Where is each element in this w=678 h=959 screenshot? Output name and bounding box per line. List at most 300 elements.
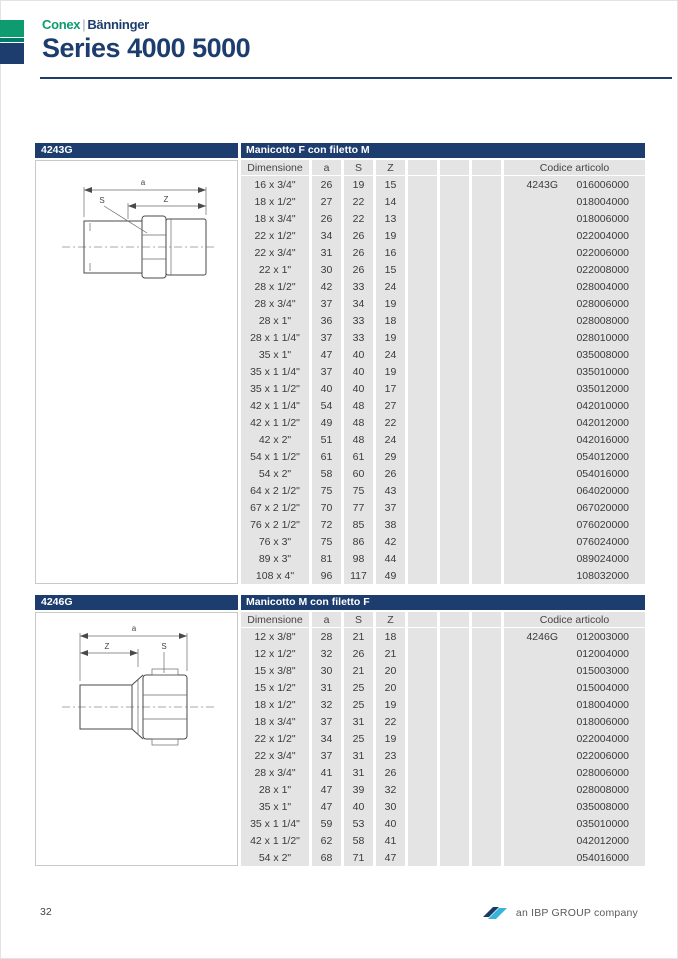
table-row [241, 397, 645, 414]
table-row [241, 227, 645, 244]
codice-articolo-cell [504, 193, 645, 210]
a-value-cell: 51 [312, 431, 341, 448]
empty-cell [440, 815, 469, 832]
empty-cell [440, 448, 469, 465]
empty-cell [440, 849, 469, 866]
z-value-cell: 20 [376, 679, 405, 696]
dimension-cell: 76 x 3" [241, 533, 309, 550]
empty-cell [440, 329, 469, 346]
dim-label-z: Z [163, 195, 169, 204]
s-value-cell: 61 [344, 448, 373, 465]
codice-articolo-cell [504, 713, 645, 730]
codice-articolo-cell [504, 244, 645, 261]
empty-cell [472, 679, 501, 696]
z-value-cell: 19 [376, 730, 405, 747]
dimension-cell: 22 x 1" [241, 261, 309, 278]
empty-cell [472, 516, 501, 533]
codice-articolo-cell [504, 346, 645, 363]
empty-cell [440, 465, 469, 482]
dimension-cell: 28 x 1" [241, 781, 309, 798]
a-value-cell: 59 [312, 815, 341, 832]
empty-cell [440, 261, 469, 278]
s-value-cell: 31 [344, 747, 373, 764]
table-body [35, 160, 645, 584]
empty-cell [440, 550, 469, 567]
empty-cell [408, 176, 437, 193]
empty-cell [440, 312, 469, 329]
a-value-cell: 37 [312, 295, 341, 312]
dimension-cell: 76 x 2 1/2" [241, 516, 309, 533]
codice-articolo-cell [504, 363, 645, 380]
article-code: 042016000 [576, 433, 629, 446]
table-row [241, 176, 645, 193]
column-header: Codice articolo [504, 160, 645, 175]
empty-cell [440, 363, 469, 380]
empty-cell [408, 210, 437, 227]
article-code: 022004000 [576, 732, 629, 745]
product-table-4246G [35, 595, 645, 866]
s-value-cell: 58 [344, 832, 373, 849]
article-code: 028008000 [576, 783, 629, 796]
article-code: 022008000 [576, 263, 629, 276]
codice-articolo-cell [504, 679, 645, 696]
article-code: 035012000 [576, 382, 629, 395]
empty-cell [408, 278, 437, 295]
z-value-cell: 19 [376, 295, 405, 312]
s-value-cell: 85 [344, 516, 373, 533]
codice-articolo-cell [504, 465, 645, 482]
empty-cell [472, 312, 501, 329]
table-title-bar [35, 595, 645, 610]
page-number: 32 [40, 906, 52, 918]
z-value-cell: 41 [376, 832, 405, 849]
empty-cell [408, 363, 437, 380]
table-row [241, 278, 645, 295]
z-value-cell: 26 [376, 764, 405, 781]
table-row [241, 662, 645, 679]
page-title: Series 4000 5000 [42, 33, 251, 63]
dimension-cell: 28 x 1" [241, 312, 309, 329]
empty-cell [408, 696, 437, 713]
article-code: 018004000 [576, 698, 629, 711]
table-row [241, 713, 645, 730]
a-value-cell: 31 [312, 244, 341, 261]
article-code: 042010000 [576, 399, 629, 412]
empty-cell [472, 482, 501, 499]
empty-cell [408, 662, 437, 679]
dimension-cell: 28 x 1 1/4" [241, 329, 309, 346]
z-value-cell: 47 [376, 849, 405, 866]
dimension-cell: 28 x 3/4" [241, 764, 309, 781]
dimension-cell: 35 x 1" [241, 346, 309, 363]
z-value-cell: 18 [376, 628, 405, 645]
codice-articolo-cell [504, 798, 645, 815]
s-value-cell: 117 [344, 567, 373, 584]
z-value-cell: 27 [376, 397, 405, 414]
empty-cell [440, 713, 469, 730]
empty-cell [440, 781, 469, 798]
z-value-cell: 38 [376, 516, 405, 533]
model-code: 4243G [35, 143, 238, 158]
table-row [241, 679, 645, 696]
z-value-cell: 19 [376, 363, 405, 380]
table-row [241, 363, 645, 380]
a-value-cell: 37 [312, 747, 341, 764]
z-value-cell: 29 [376, 448, 405, 465]
column-header-row [241, 612, 645, 627]
column-header: Dimensione [241, 160, 309, 175]
a-value-cell: 32 [312, 645, 341, 662]
s-value-cell: 25 [344, 679, 373, 696]
codice-articolo-cell [504, 730, 645, 747]
empty-cell [440, 482, 469, 499]
table-row [241, 550, 645, 567]
empty-cell [440, 295, 469, 312]
empty-cell [472, 329, 501, 346]
empty-cell [408, 193, 437, 210]
dim-label-s: S [161, 642, 167, 651]
table-row [241, 628, 645, 645]
dimension-cell: 42 x 1 1/2" [241, 414, 309, 431]
empty-cell [440, 645, 469, 662]
s-value-cell: 21 [344, 628, 373, 645]
s-value-cell: 40 [344, 798, 373, 815]
s-value-cell: 40 [344, 380, 373, 397]
article-code: 016006000 [576, 178, 629, 191]
empty-cell [408, 380, 437, 397]
s-value-cell: 39 [344, 781, 373, 798]
s-value-cell: 26 [344, 244, 373, 261]
empty-cell [408, 431, 437, 448]
s-value-cell: 77 [344, 499, 373, 516]
a-value-cell: 27 [312, 193, 341, 210]
codice-articolo-cell [504, 696, 645, 713]
dimension-cell: 28 x 3/4" [241, 295, 309, 312]
codice-articolo-cell [504, 815, 645, 832]
codice-articolo-cell [504, 533, 645, 550]
table-title: Manicotto F con filetto M [241, 143, 645, 158]
empty-cell [408, 567, 437, 584]
empty-cell [440, 764, 469, 781]
column-header-empty [440, 160, 469, 175]
s-value-cell: 48 [344, 414, 373, 431]
z-value-cell: 32 [376, 781, 405, 798]
codice-articolo-cell [504, 448, 645, 465]
empty-cell [408, 329, 437, 346]
a-value-cell: 68 [312, 849, 341, 866]
empty-cell [472, 747, 501, 764]
empty-cell [408, 448, 437, 465]
article-code: 064020000 [576, 484, 629, 497]
dimension-cell: 12 x 3/8" [241, 628, 309, 645]
dimension-cell: 89 x 3" [241, 550, 309, 567]
s-value-cell: 21 [344, 662, 373, 679]
empty-cell [472, 550, 501, 567]
empty-cell [472, 193, 501, 210]
table-row [241, 295, 645, 312]
s-value-cell: 19 [344, 176, 373, 193]
codice-articolo-cell [504, 747, 645, 764]
table-row [241, 193, 645, 210]
empty-cell [440, 176, 469, 193]
dim-label-a: a [131, 624, 137, 633]
article-code: 018006000 [576, 212, 629, 225]
model-code: 4246G [35, 595, 238, 610]
s-value-cell: 48 [344, 431, 373, 448]
codice-articolo-cell [504, 482, 645, 499]
dimension-cell: 35 x 1 1/4" [241, 363, 309, 380]
article-code: 042012000 [576, 834, 629, 847]
codice-articolo-cell [504, 832, 645, 849]
empty-cell [440, 696, 469, 713]
table-row [241, 730, 645, 747]
s-value-cell: 34 [344, 295, 373, 312]
table-row [241, 849, 645, 866]
dimension-cell: 28 x 1/2" [241, 278, 309, 295]
s-value-cell: 71 [344, 849, 373, 866]
empty-cell [472, 278, 501, 295]
empty-cell [472, 227, 501, 244]
empty-cell [472, 781, 501, 798]
article-code: 022006000 [576, 246, 629, 259]
data-grid [241, 160, 645, 584]
codice-articolo-cell [504, 295, 645, 312]
s-value-cell: 26 [344, 645, 373, 662]
empty-cell [408, 533, 437, 550]
article-code: 108032000 [576, 569, 629, 582]
codice-articolo-cell [504, 431, 645, 448]
empty-cell [440, 516, 469, 533]
z-value-cell: 19 [376, 696, 405, 713]
empty-cell [408, 499, 437, 516]
a-value-cell: 32 [312, 696, 341, 713]
dimension-cell: 15 x 1/2" [241, 679, 309, 696]
empty-cell [408, 849, 437, 866]
z-value-cell: 24 [376, 278, 405, 295]
brand-conex: Conex [42, 17, 81, 32]
column-header: S [344, 612, 373, 627]
technical-drawing-icon [44, 167, 229, 292]
empty-cell [440, 628, 469, 645]
z-value-cell: 22 [376, 414, 405, 431]
a-value-cell: 54 [312, 397, 341, 414]
dimension-cell: 67 x 2 1/2" [241, 499, 309, 516]
empty-cell [408, 628, 437, 645]
table-row [241, 482, 645, 499]
empty-cell [440, 730, 469, 747]
dimension-cell: 16 x 3/4" [241, 176, 309, 193]
codice-articolo-cell [504, 764, 645, 781]
codice-articolo-cell [504, 261, 645, 278]
empty-cell [472, 244, 501, 261]
a-value-cell: 41 [312, 764, 341, 781]
article-code: 022006000 [576, 749, 629, 762]
empty-cell [440, 533, 469, 550]
empty-cell [472, 431, 501, 448]
z-value-cell: 42 [376, 533, 405, 550]
dimension-cell: 22 x 3/4" [241, 244, 309, 261]
codice-articolo-cell [504, 312, 645, 329]
article-code: 076024000 [576, 535, 629, 548]
codice-articolo-cell [504, 662, 645, 679]
z-value-cell: 15 [376, 176, 405, 193]
z-value-cell: 40 [376, 815, 405, 832]
footer-brand [482, 904, 638, 922]
table-row [241, 329, 645, 346]
empty-cell [440, 747, 469, 764]
dimension-cell: 54 x 1 1/2" [241, 448, 309, 465]
empty-cell [440, 193, 469, 210]
codice-articolo-cell [504, 397, 645, 414]
empty-cell [472, 210, 501, 227]
empty-cell [408, 764, 437, 781]
article-code: 035008000 [576, 800, 629, 813]
column-header: Codice articolo [504, 612, 645, 627]
z-value-cell: 16 [376, 244, 405, 261]
brand-divider: | [82, 17, 86, 32]
z-value-cell: 43 [376, 482, 405, 499]
column-header-empty [408, 160, 437, 175]
s-value-cell: 48 [344, 397, 373, 414]
z-value-cell: 26 [376, 465, 405, 482]
z-value-cell: 44 [376, 550, 405, 567]
z-value-cell: 49 [376, 567, 405, 584]
table-row [241, 747, 645, 764]
empty-cell [408, 781, 437, 798]
z-value-cell: 15 [376, 261, 405, 278]
table-row [241, 346, 645, 363]
article-code: 054016000 [576, 467, 629, 480]
s-value-cell: 33 [344, 329, 373, 346]
empty-cell [440, 278, 469, 295]
empty-cell [408, 550, 437, 567]
table-row [241, 781, 645, 798]
a-value-cell: 34 [312, 730, 341, 747]
empty-cell [472, 662, 501, 679]
column-header-empty [440, 612, 469, 627]
s-value-cell: 40 [344, 346, 373, 363]
z-value-cell: 30 [376, 798, 405, 815]
empty-cell [472, 713, 501, 730]
dimension-cell: 18 x 3/4" [241, 713, 309, 730]
a-value-cell: 58 [312, 465, 341, 482]
empty-cell [472, 414, 501, 431]
z-value-cell: 18 [376, 312, 405, 329]
a-value-cell: 26 [312, 176, 341, 193]
product-table-4243G [35, 143, 645, 584]
empty-cell [440, 380, 469, 397]
codice-articolo-cell [504, 550, 645, 567]
dimension-cell: 42 x 2" [241, 431, 309, 448]
table-row [241, 431, 645, 448]
empty-cell [408, 815, 437, 832]
article-code: 018004000 [576, 195, 629, 208]
codice-articolo-cell [504, 380, 645, 397]
table-row [241, 414, 645, 431]
empty-cell [472, 176, 501, 193]
dimension-cell: 18 x 1/2" [241, 696, 309, 713]
article-code: 012003000 [576, 630, 629, 643]
a-value-cell: 47 [312, 346, 341, 363]
brand-line [42, 17, 250, 32]
empty-cell [472, 465, 501, 482]
s-value-cell: 98 [344, 550, 373, 567]
table-title-bar [35, 143, 645, 158]
brand-block-green [0, 20, 24, 37]
empty-cell [408, 832, 437, 849]
empty-cell [408, 645, 437, 662]
a-value-cell: 96 [312, 567, 341, 584]
table-row [241, 764, 645, 781]
table-row [241, 312, 645, 329]
table-row [241, 798, 645, 815]
empty-cell [472, 628, 501, 645]
series-prefix: 4243G [526, 178, 558, 191]
z-value-cell: 24 [376, 431, 405, 448]
article-code: 089024000 [576, 552, 629, 565]
codice-articolo-cell [504, 645, 645, 662]
article-code: 028004000 [576, 280, 629, 293]
dimension-cell: 22 x 1/2" [241, 227, 309, 244]
empty-cell [440, 798, 469, 815]
codice-articolo-cell [504, 516, 645, 533]
s-value-cell: 75 [344, 482, 373, 499]
column-header-row [241, 160, 645, 175]
codice-articolo-cell [504, 210, 645, 227]
z-value-cell: 13 [376, 210, 405, 227]
a-value-cell: 40 [312, 380, 341, 397]
a-value-cell: 70 [312, 499, 341, 516]
empty-cell [440, 662, 469, 679]
a-value-cell: 49 [312, 414, 341, 431]
a-value-cell: 37 [312, 363, 341, 380]
article-code: 028008000 [576, 314, 629, 327]
z-value-cell: 24 [376, 346, 405, 363]
empty-cell [472, 696, 501, 713]
a-value-cell: 47 [312, 798, 341, 815]
table-row [241, 645, 645, 662]
article-code: 054012000 [576, 450, 629, 463]
table-row [241, 210, 645, 227]
codice-articolo-cell [504, 227, 645, 244]
column-header-empty [472, 160, 501, 175]
z-value-cell: 23 [376, 747, 405, 764]
codice-articolo-cell [504, 414, 645, 431]
empty-cell [472, 295, 501, 312]
a-value-cell: 34 [312, 227, 341, 244]
a-value-cell: 72 [312, 516, 341, 533]
dimension-cell: 54 x 2" [241, 849, 309, 866]
dim-label-z: Z [104, 642, 110, 651]
empty-cell [472, 533, 501, 550]
empty-cell [408, 397, 437, 414]
empty-cell [440, 414, 469, 431]
empty-cell [408, 295, 437, 312]
codice-articolo-cell [504, 176, 645, 193]
codice-articolo-cell [504, 499, 645, 516]
z-value-cell: 22 [376, 713, 405, 730]
empty-cell [408, 482, 437, 499]
table-row [241, 832, 645, 849]
dimension-cell: 12 x 1/2" [241, 645, 309, 662]
article-code: 035010000 [576, 365, 629, 378]
a-value-cell: 75 [312, 533, 341, 550]
codice-articolo-cell [504, 329, 645, 346]
dimension-cell: 54 x 2" [241, 465, 309, 482]
empty-cell [472, 645, 501, 662]
empty-cell [440, 567, 469, 584]
article-code: 015003000 [576, 664, 629, 677]
